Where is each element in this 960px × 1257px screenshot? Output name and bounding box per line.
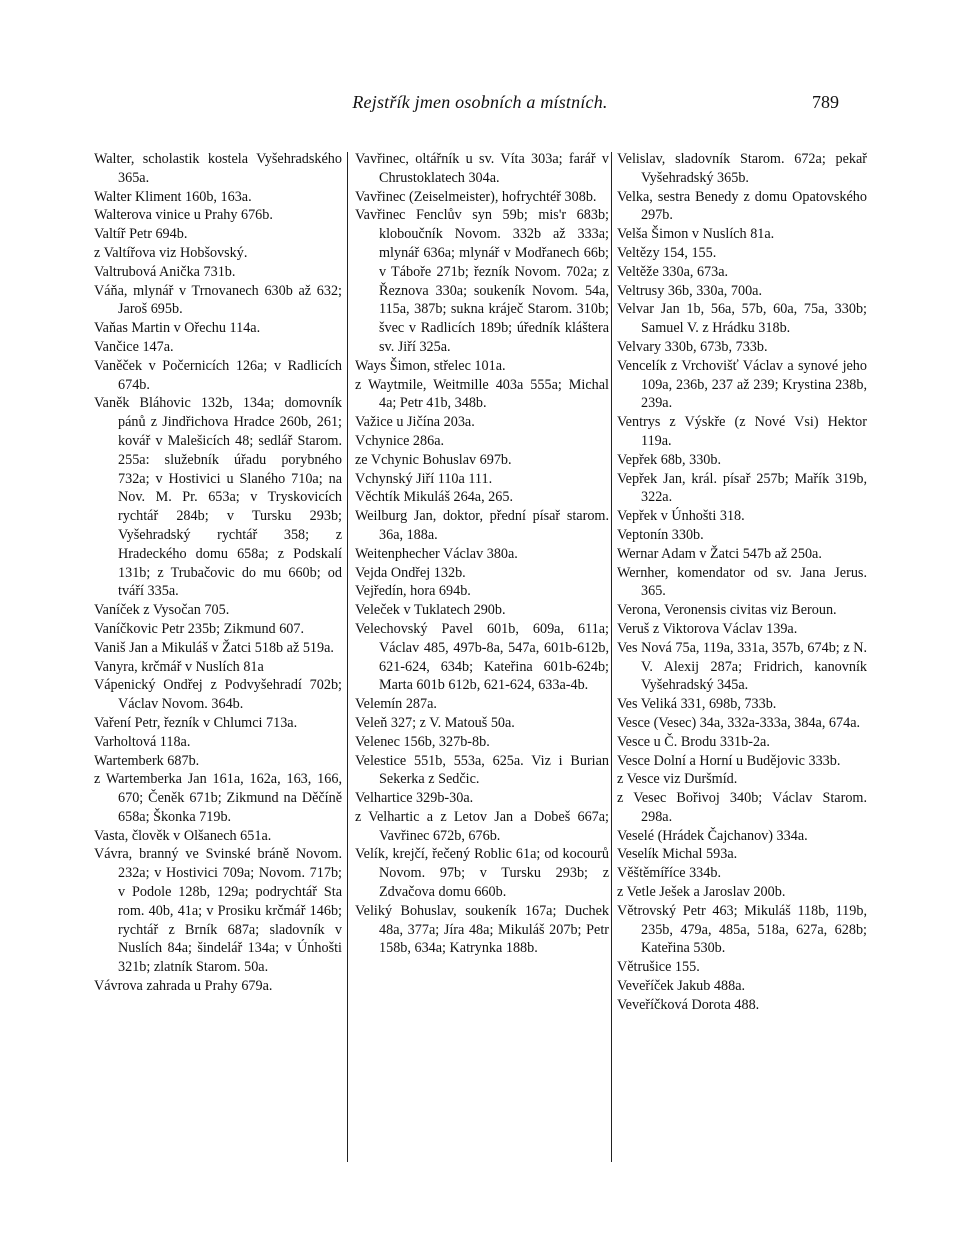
- index-entry: Vesce u Č. Brodu 331b-2a.: [617, 733, 770, 750]
- index-entry: Větrovský Petr 463; Mikuláš 118b, 119b, 235b, 479a, 485a, 518a, 627a, 628b; Kateřina 530b.: [617, 902, 867, 957]
- index-entry: Věchtík Mikuláš 264a, 265.: [355, 489, 514, 506]
- index-entry: Walter, scholastik kostela Vyšehradského 365a.: [94, 151, 342, 186]
- index-entry: Vchynský Jiří 110a 111.: [355, 470, 493, 487]
- index-entry: Vesce Dolní a Horní u Budějovic 333b.: [617, 752, 841, 769]
- index-entry: Velechovský Pavel 601b, 609a, 611a; Václav 485, 497b-8a, 547a, 601b-612b, 621-624, 634b; Kateřina 601b-624b; Marta 601b 612b, 621-624, 633a-4b.: [355, 620, 609, 694]
- page-number: 789: [812, 92, 839, 112]
- index-entry: Vchynice 286a.: [355, 432, 445, 449]
- index-entry: z Valtířova viz Hobšovský.: [94, 244, 248, 261]
- index-entry: Vepřek v Únhošti 318.: [617, 508, 745, 525]
- column-divider: [347, 152, 348, 1162]
- index-entry: Velestice 551b, 553a, 625a. Viz i Burian Sekerka z Sedčic.: [355, 752, 609, 788]
- index-entry: Weitenphecher Václav 380a.: [355, 545, 518, 562]
- index-entry: Veltězy 154, 155.: [617, 244, 717, 261]
- index-entry: Vepřek 68b, 330b.: [617, 451, 722, 468]
- index-entry: Verona, Veronensis civitas viz Beroun.: [617, 602, 837, 619]
- index-entry: Walter Kliment 160b, 163a.: [94, 188, 252, 205]
- index-entry: Váňa, mlynář v Trnovanech 630b až 632; Jaroš 695b.: [94, 282, 342, 318]
- index-entry: Vápenický Ondřej z Podvyšehradí 702b; Václav Novom. 364b.: [94, 677, 342, 713]
- index-entry: Veltrusy 36b, 330a, 700a.: [617, 282, 763, 299]
- index-entry: Velenec 156b, 327b-8b.: [355, 733, 490, 750]
- index-column-3: [617, 150, 867, 1015]
- index-entry: Velvary 330b, 673b, 733b.: [617, 338, 768, 355]
- index-entry: Veleček v Tuklatech 290b.: [355, 602, 506, 619]
- index-entry: Veleň 327; z V. Matouš 50a.: [355, 714, 515, 731]
- index-entry: Vaníček z Vysočan 705.: [94, 602, 230, 619]
- index-entry: z Waytmile, Weitmille 403a 555a; Michal 4a; Petr 41b, 348b.: [355, 376, 609, 412]
- index-entry: Važice u Jičína 203a.: [355, 414, 475, 431]
- index-entry: Velvar Jan 1b, 56a, 57b, 60a, 75a, 330b; Samuel V. z Hrádku 318b.: [617, 301, 867, 337]
- index-entry: Velemín 287a.: [355, 696, 437, 713]
- index-entry: Valtrubová Anička 731b.: [94, 263, 236, 280]
- index-entry: Vepřek Jan, král. písař 257b; Mařík 319b, 322a.: [617, 470, 867, 506]
- index-column-1: [94, 150, 342, 996]
- index-entry: Větrušice 155.: [617, 959, 700, 976]
- index-entry: Vejda Ondřej 132b.: [355, 564, 466, 581]
- index-entry: Vejředín, hora 694b.: [355, 583, 471, 600]
- index-entry: Wernher, komendator od sv. Jana Jerus. 365.: [617, 564, 867, 600]
- index-entry: Veveříčková Dorota 488.: [617, 996, 760, 1013]
- page-header: [0, 92, 960, 122]
- index-entry: Walterova vinice u Prahy 676b.: [94, 207, 273, 224]
- index-entry: Vavřinec (Zeiselmeister), hofrychtéř 308b.: [355, 188, 597, 205]
- index-entry: Veliký Bohuslav, soukeník 167a; Duchek 48a, 377a; Jíra 48a; Mikuláš 207b; Petr 158b, 634a; Katrynka 188b.: [355, 902, 609, 957]
- index-entry: Velhartice 329b-30a.: [355, 790, 474, 807]
- index-entry: Vesce (Vesec) 34a, 332a-333a, 384a, 674a.: [617, 714, 861, 731]
- index-entry: Vávrova zahrada u Prahy 679a.: [94, 978, 273, 995]
- index-entry: Vančice 147a.: [94, 338, 174, 355]
- index-entry: Veruš z Viktorova Václav 139a.: [617, 620, 798, 637]
- index-entry: Veselík Michal 593a.: [617, 846, 738, 863]
- index-entry: Vaření Petr, řezník v Chlumci 713a.: [94, 714, 298, 731]
- column-divider: [611, 152, 612, 1162]
- index-entry: Veselé (Hrádek Čajchanov) 334a.: [617, 827, 808, 844]
- index-entry: Weilburg Jan, doktor, přední písař starom. 36a, 188a.: [355, 508, 609, 543]
- index-entry: ze Vchynic Bohuslav 697b.: [355, 451, 512, 468]
- index-entry: Velka, sestra Benedy z domu Opatovského 297b.: [617, 188, 867, 224]
- index-entry: Wartemberk 687b.: [94, 752, 200, 769]
- index-entry: z Wartemberka Jan 161a, 162a, 163, 166, 670; Čeněk 671b; Zikmund na Děčíně 658a; Škonka 719b.: [94, 771, 342, 825]
- index-entry: Valtíř Petr 694b.: [94, 226, 188, 243]
- index-entry: Vanyra, krčmář v Nuslích 81a: [94, 658, 264, 675]
- index-entry: Ways Šimon, střelec 101a.: [355, 357, 506, 374]
- index-entry: Vaněček v Počernicích 126a; v Radlicích 674b.: [94, 357, 342, 393]
- index-entry: Velša Šimon v Nuslích 81a.: [617, 226, 775, 243]
- index-entry: Vencelík z Vrchovišť Václav a synové jeho 109a, 236b, 237 až 239; Krystina 238b, 239a.: [617, 357, 867, 412]
- index-column-2: [355, 150, 609, 958]
- index-entry: Vaníčkovic Petr 235b; Zikmund 607.: [94, 620, 305, 637]
- index-entry: Varholtová 118a.: [94, 733, 191, 750]
- index-entry: Vaněk Bláhovic 132b, 134a; domovník pánů z Jindřichova Hradce 260b, 261; kovář v Malešicích 48; sedlář Starom. 255a: služebník úřadu porybného 732a; v Hostivici u Slaného 710a; na Nov. M. Pr. 653a; v Tryskovicích rychtář 284b; v Tursku 293b; Vyšehradský rychtář 358; z Hradeckého domu 658a; z Podskalí 131b; z Trubačovic do mu 660b; od tváří 335a.: [94, 395, 342, 600]
- index-entry: Vaňas Martin v Ořechu 114a.: [94, 320, 261, 337]
- index-entry: Velík, krejčí, řečený Roblic 61a; od kocourů Novom. 97b; v Tursku 293b; z Zdvačova domu 660b.: [355, 846, 609, 901]
- index-entry: Veveříček Jakub 488a.: [617, 978, 746, 995]
- index-entry: Veltěže 330a, 673a.: [617, 263, 729, 280]
- index-entry: Ves Nová 75a, 119a, 331a, 357b, 674b; z N. V. Alexij 287a; Fridrich, kanovník Vyšehradský 345a.: [617, 639, 867, 694]
- index-entry: z Vesec Bořivoj 340b; Václav Starom. 298a.: [617, 790, 867, 825]
- index-entry: z Velhartic a z Letov Jan a Dobeš 667a; Vavřinec 672b, 676b.: [355, 808, 609, 844]
- index-entry: z Vetle Ješek a Jaroslav 200b.: [617, 884, 786, 901]
- index-entry: Veptonín 330b.: [617, 526, 704, 543]
- index-entry: Věštěmíříce 334b.: [617, 865, 722, 882]
- index-entry: Vasta, člověk v Olšanech 651a.: [94, 827, 272, 844]
- index-entry: Velislav, sladovník Starom. 672a; pekař Vyšehradský 365b.: [617, 151, 867, 186]
- index-entry: Vaniš Jan a Mikuláš v Žatci 518b až 519a.: [94, 639, 334, 656]
- index-entry: Vávra, branný ve Svinské bráně Novom. 232a; v Hostivici 709a; Novom. 717b; v Podole 128b, 129a; podrychtář Sta rom. 40b, 41a; v Prosiku krčmář 146b; rychtář z Brník 687a; sladovník v Nuslích 84a; šindelář 134a; v Únhošti 321b; zlatník Starom. 50a.: [94, 846, 342, 976]
- index-entry: Wernar Adam v Žatci 547b až 250a.: [617, 545, 822, 562]
- index-entry: Ves Veliká 331, 698b, 733b.: [617, 696, 777, 713]
- running-title: Rejstřík jmen osobních a místních.: [352, 92, 608, 112]
- index-entry: z Vesce viz Duršmíd.: [617, 771, 738, 788]
- index-entry: Vavřinec Fenclův syn 59b; mis'r 683b; kloboučník Novom. 332b až 333a; mlynář 636a; mlynář v Modřanech 66b; v Táboře 271b; řezník Novom. 702a; z Řeznova 330a; soukeník Novom. 54a, 115a, 387b; sukna kráječ Starom. 310b; švec v Radlicích 189b; úředník kláštera sv. Jiří 325a.: [355, 207, 609, 355]
- index-entry: Ventrys z Výskře (z Nové Vsi) Hektor 119a.: [617, 414, 867, 449]
- index-entry: Vavřinec, oltářník u sv. Víta 303a; farář v Chrustoklatech 304a.: [355, 151, 609, 186]
